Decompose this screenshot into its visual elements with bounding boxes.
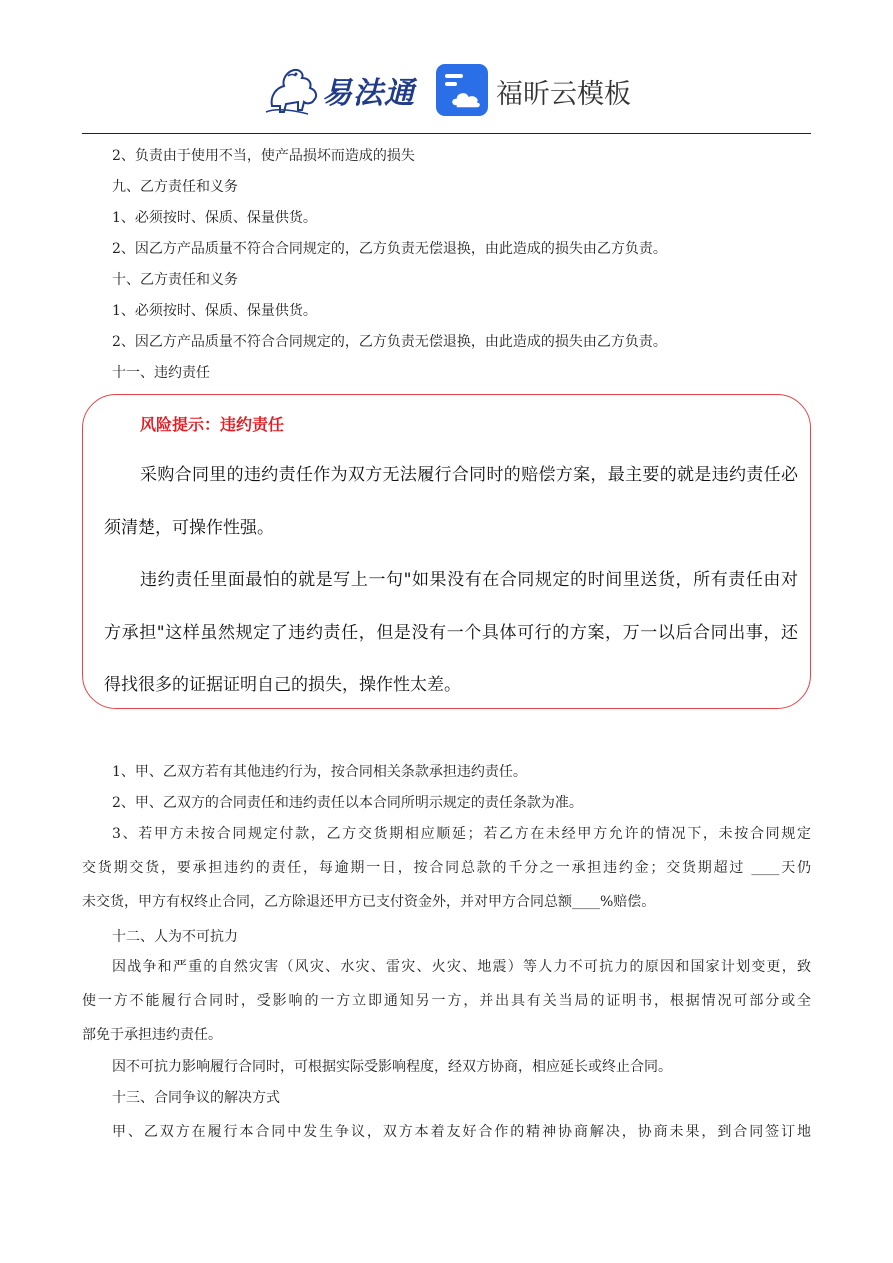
section-heading: 十二、人为不可抗力 <box>112 929 238 945</box>
clause-line: 2、负责由于使用不当，使产品损坏而造成的损失 <box>112 148 415 164</box>
dispute-paragraph <box>82 1122 811 1142</box>
clause-line: 因不可抗力影响履行合同时，可根据实际受影响程度，经双方协商，相应延长或终止合同。 <box>112 1059 672 1075</box>
clause-line: 1、甲、乙双方若有其他违约行为，按合同相关条款承担违约责任。 <box>112 764 527 780</box>
risk-notice-title: 风险提示：违约责任 <box>140 415 285 434</box>
risk-text-line: 须清楚，可操作性强。 <box>104 518 274 538</box>
clause-line: 1、必须按时、保质、保量供货。 <box>112 303 317 319</box>
yifatong-logo <box>262 62 422 118</box>
clause-line: 2、甲、乙双方的合同责任和违约责任以本合同所明示规定的责任条款为准。 <box>112 795 583 811</box>
risk-text-line: 方承担"这样虽然规定了违约责任，但是没有一个具体可行的方案，万一以后合同出事，还 <box>104 623 798 643</box>
paragraph-line: 未交货，甲方有权终止合同，乙方除退还甲方已支付资金外，并对甲方合同总额____%赔偿。 <box>82 894 656 910</box>
section-heading: 十一、违约责任 <box>112 365 210 381</box>
risk-text-line: 违约责任里面最怕的就是写上一句"如果没有在合同规定的时间里送货，所有责任由对 <box>140 570 798 590</box>
logo1-name: 易法通 <box>322 76 415 111</box>
paragraph-line: 部免于承担违约责任。 <box>82 1027 222 1043</box>
risk-notice-box <box>82 394 811 709</box>
clause-line: 1、必须按时、保质、保量供货。 <box>112 210 317 226</box>
header-divider <box>82 133 811 134</box>
paragraph-line: 使一方不能履行合同时，受影响的一方立即通知另一方，并出具有关当局的证明书，根据情况可部分或全 <box>82 993 811 1009</box>
clause-line: 2、因乙方产品质量不符合合同规定的，乙方负责无偿退换，由此造成的损失由乙方负责。 <box>112 241 667 257</box>
clause-line: 2、因乙方产品质量不符合合同规定的，乙方负责无偿退换，由此造成的损失由乙方负责。 <box>112 334 667 350</box>
paragraph-line: 3、若甲方未按合同规定付款，乙方交货期相应顺延；若乙方在未经甲方允许的情况下，未按合同规定 <box>112 826 811 842</box>
horse-emblem-icon <box>262 62 322 118</box>
force-majeure-paragraph <box>82 957 811 1043</box>
paragraph-line: 交货期交货，要承担违约的责任，每逾期一日，按合同总款的千分之一承担违约金；交货期超过 ____天仍 <box>82 860 811 876</box>
foxit-template-logo <box>436 64 646 118</box>
risk-text-line: 得找很多的证据证明自己的损失，操作性太差。 <box>104 675 461 695</box>
paragraph-line: 甲、乙双方在履行本合同中发生争议，双方本着友好合作的精神协商解决，协商未果，到合同签订地 <box>112 1124 811 1140</box>
cloud-document-icon <box>436 64 488 116</box>
page-header <box>0 0 893 134</box>
logo2-name: 福昕云模板 <box>496 79 631 110</box>
section-heading: 十三、合同争议的解决方式 <box>112 1090 280 1106</box>
section-heading: 十、乙方责任和义务 <box>112 272 238 288</box>
risk-text-line: 采购合同里的违约责任作为双方无法履行合同时的赔偿方案，最主要的就是违约责任必 <box>140 465 798 485</box>
clause-paragraph <box>82 824 811 910</box>
section-heading: 九、乙方责任和义务 <box>112 179 238 195</box>
paragraph-line: 因战争和严重的自然灾害（风灾、水灾、雷灾、火灾、地震）等人力不可抗力的原因和国家计划变更，致 <box>112 959 811 975</box>
